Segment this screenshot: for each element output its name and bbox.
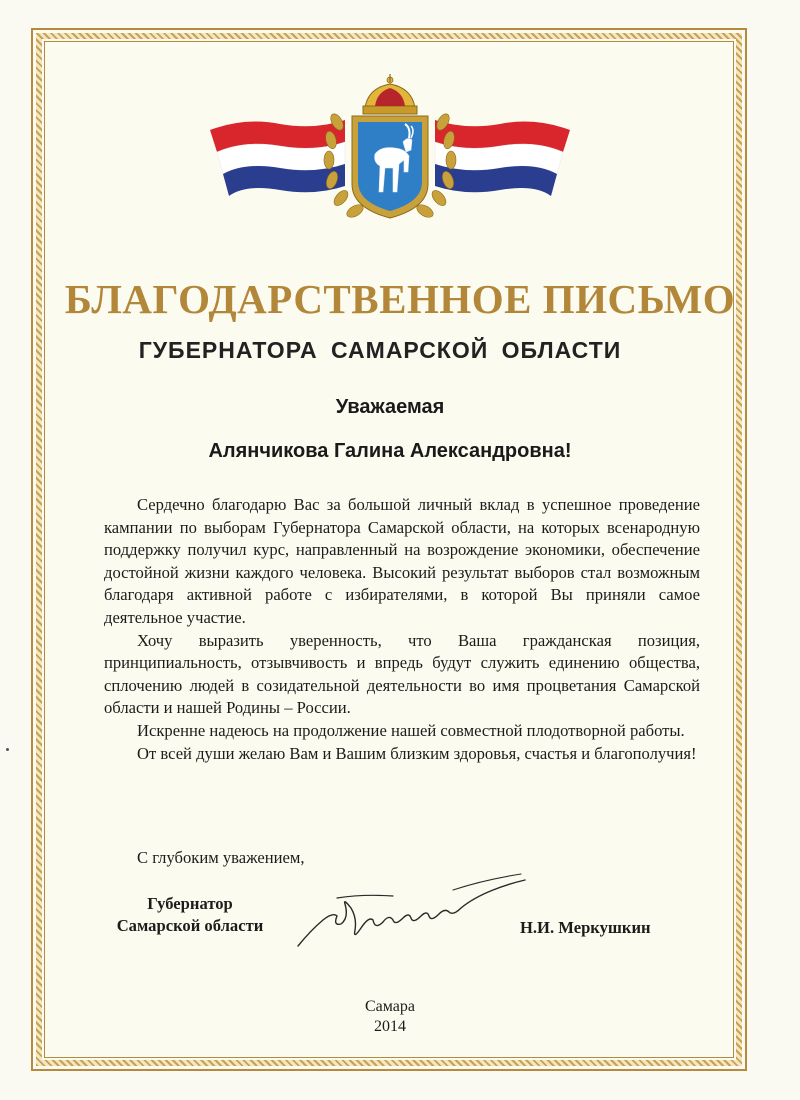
body-paragraph-3: Искренне надеюсь на продолжение нашей совместной плодотворной работы.: [137, 720, 685, 740]
body-paragraph-1: Сердечно благодарю Вас за большой личный вклад в успешное проведение кампании по выборам Губернатора Самарской области, на которых всенародную поддержку получил курс, направленный на возрождение экономики, обеспечение достойной жизни каждого человека. Высокий результат выборов стал возможным благодаря активной работе с избирателями, в которой Вы приняли самое деятельное участие.: [104, 495, 700, 627]
city: Самара: [365, 998, 415, 1015]
body-paragraph-4: От всей души желаю Вам и Вашим близким здоровья, счастья и благополучия!: [137, 743, 697, 763]
closing-phrase: С глубоким уважением,: [137, 848, 305, 867]
signatory-name: Н.И. Меркушкин: [520, 918, 651, 937]
document-title: БЛАГОДАРСТВЕННОЕ ПИСЬМО: [64, 276, 736, 322]
samara-coat-of-arms-emblem: [205, 72, 575, 227]
year: 2014: [374, 1018, 406, 1035]
place-and-year: [300, 997, 480, 1037]
signatory-position-line-2: Самарской области: [116, 916, 264, 935]
scan-speck: [6, 748, 9, 751]
document-subtitle: ГУБЕРНАТОРА САМАРСКОЙ ОБЛАСТИ: [138, 337, 622, 363]
salutation: Уважаемая: [335, 396, 445, 418]
signatory-position: [90, 893, 290, 937]
letter-body: [104, 494, 700, 765]
crown: [363, 74, 417, 114]
handwritten-signature: [293, 868, 533, 953]
signatory-position-line-1: Губернатор: [147, 894, 233, 913]
recipient-name: Алянчикова Галина Александровна!: [208, 440, 572, 462]
body-paragraph-2: Хочу выразить уверенность, что Ваша гражданская позиция, принципиальность, отзывчивость и впредь будут служить единению общества, сплочению людей в созидательной деятельности во имя процветания Самарской области и нашей Родины – России.: [104, 630, 700, 718]
